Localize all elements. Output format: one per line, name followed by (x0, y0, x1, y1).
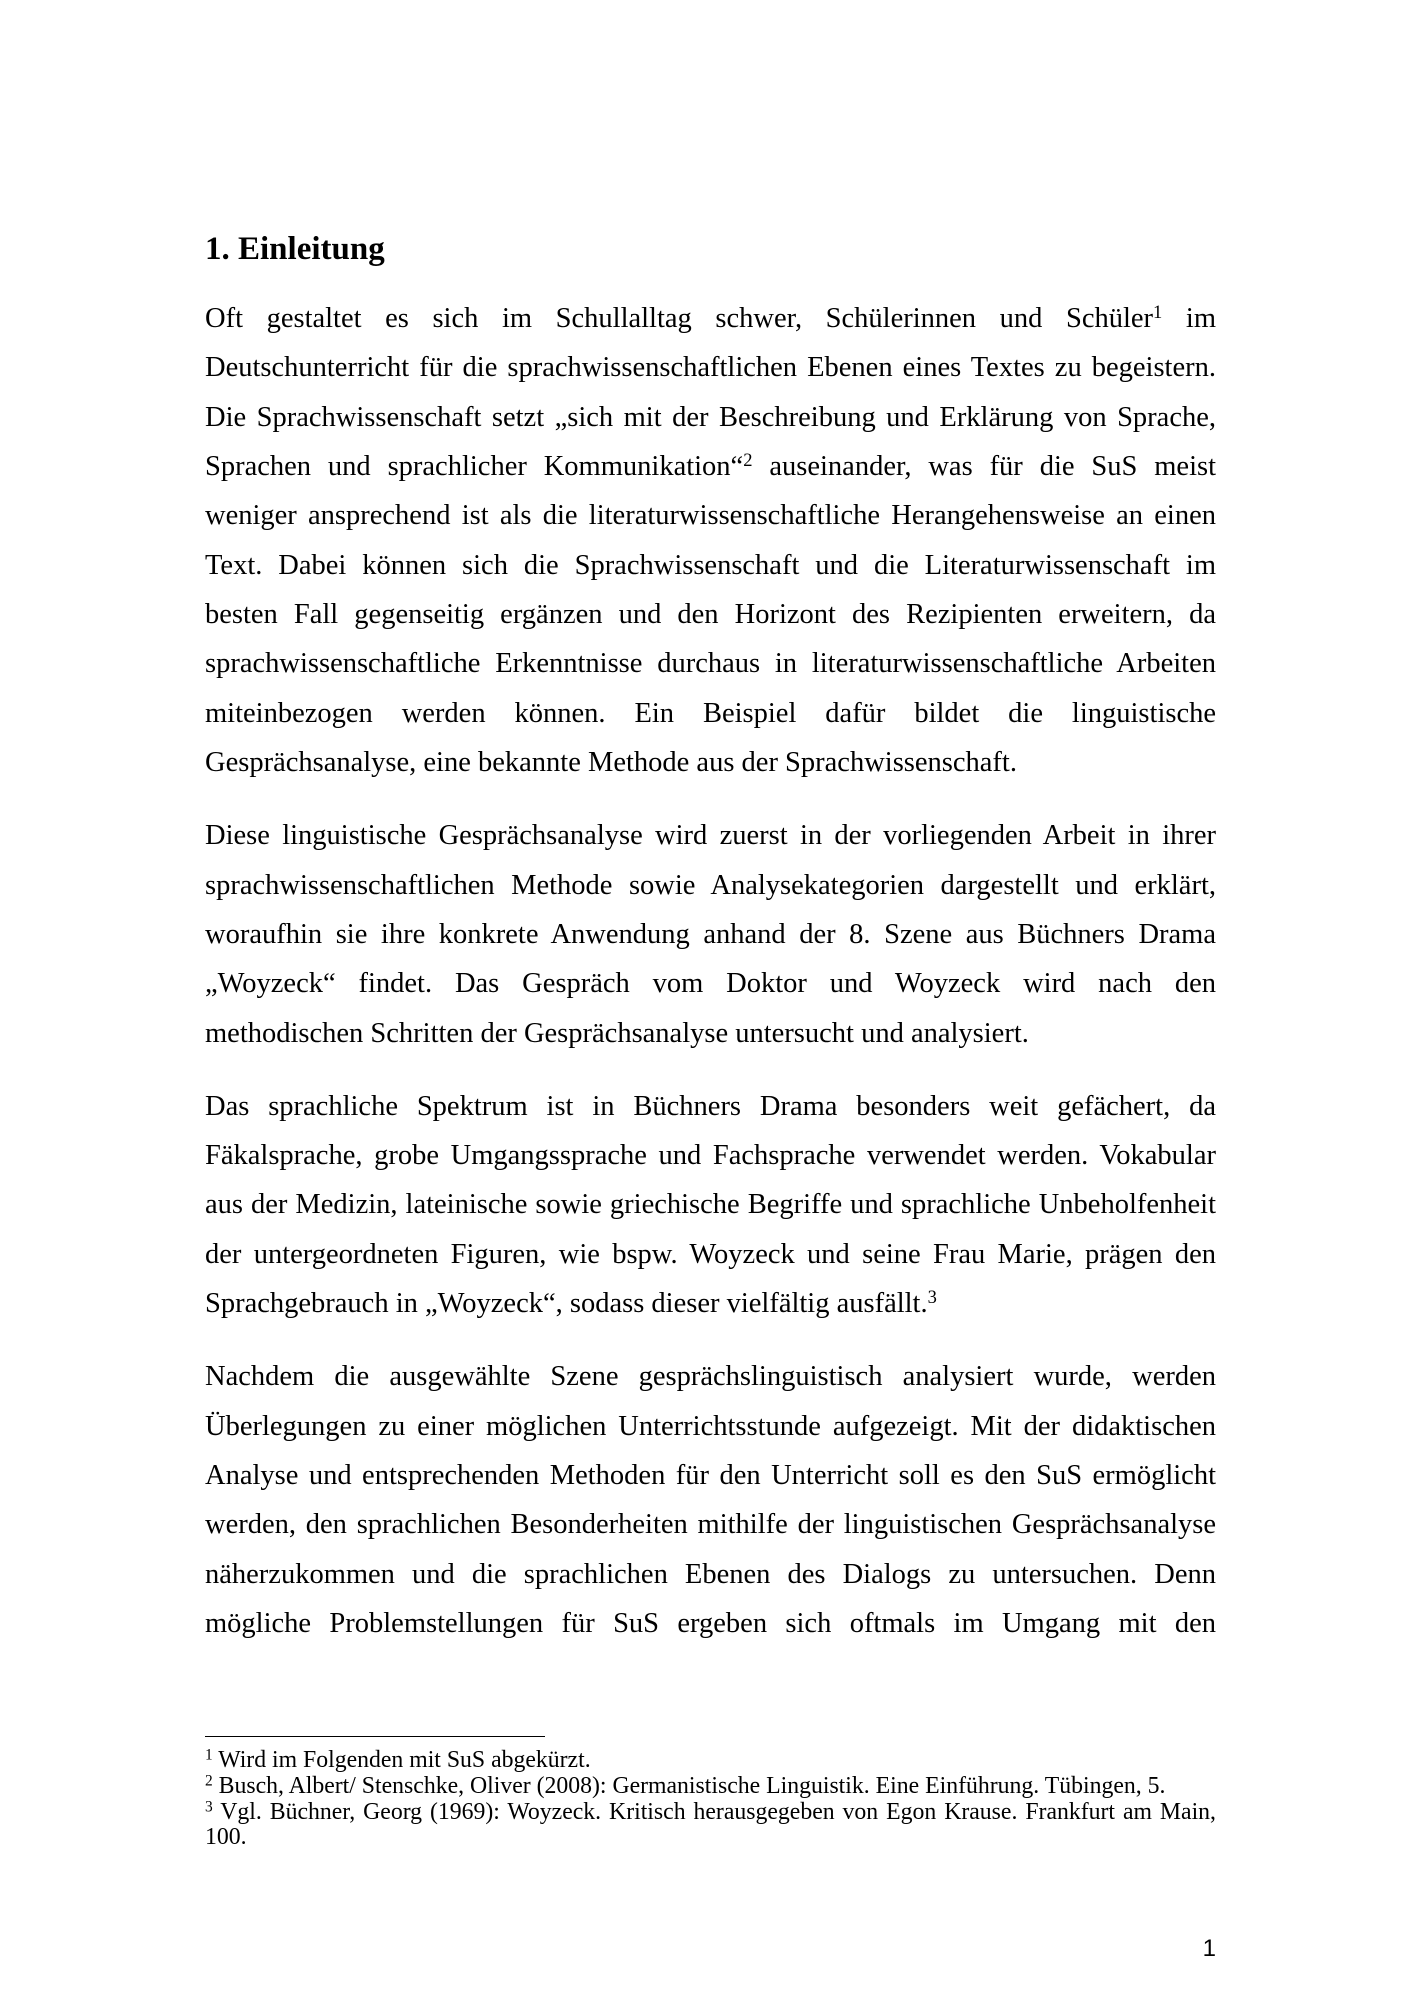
paragraph-3 (205, 1082, 1216, 1329)
footnote-mark: 2 (205, 1772, 213, 1790)
body-line: Diese linguistische Gesprächsanalyse wird zuerst in der vorliegenden Arbeit in ihrer (205, 820, 1216, 852)
body-line: Überlegungen zu einer möglichen Unterrichtsstunde aufgezeigt. Mit der didaktischen (205, 1410, 1216, 1442)
body-line: woraufhin sie ihre konkrete Anwendung anhand der 8. Szene aus Büchners Drama (205, 918, 1216, 950)
body-line: methodischen Schritten der Gesprächsanalyse untersucht und analysiert. (205, 1017, 1029, 1049)
body-line: sprachwissenschaftliche Erkenntnisse durchaus in literaturwissenschaftliche Arbeiten (205, 648, 1216, 680)
footnotes (205, 1748, 1216, 1851)
body-line-text: im (1185, 303, 1216, 334)
footnote-mark: 1 (205, 1746, 213, 1764)
body-line: Text. Dabei können sich die Sprachwissenschaft und die Literaturwissenschaft im (205, 549, 1216, 581)
body-line: Analyse und entsprechenden Methoden für den Unterricht soll es den SuS ermöglicht (205, 1459, 1216, 1491)
paragraph-2 (205, 811, 1216, 1058)
footnote-mark: 3 (205, 1797, 213, 1815)
body-line (205, 294, 1216, 343)
body-line: weniger ansprechend ist als die literaturwissenschaftliche Herangehensweise an einen (205, 500, 1216, 532)
body-line: Das sprachliche Spektrum ist in Büchners Drama besonders weit gefächert, da (205, 1090, 1216, 1122)
body-line (205, 1279, 1216, 1328)
body-line: miteinbezogen werden können. Ein Beispiel dafür bildet die linguistische (205, 697, 1216, 729)
footnote-reference: 2 (743, 449, 753, 471)
footnote-reference: 3 (927, 1286, 937, 1308)
body-line: sprachwissenschaftlichen Methode sowie Analysekategorien dargestellt und erklärt, (205, 869, 1216, 901)
body-line: der untergeordneten Figuren, wie bspw. Woyzeck und seine Frau Marie, prägen den (205, 1238, 1216, 1270)
body-line: besten Fall gegenseitig ergänzen und den Horizont des Rezipienten erweitern, da (205, 599, 1216, 631)
body-line: Fäkalsprache, grobe Umgangssprache und Fachsprache verwendet werden. Vokabular (205, 1140, 1216, 1172)
body-line: „Woyzeck“ findet. Das Gespräch vom Doktor und Woyzeck wird nach den (205, 968, 1216, 1000)
footnote (205, 1797, 1216, 1826)
section-heading: 1. Einleitung (205, 231, 385, 267)
body-line (205, 442, 1216, 491)
body-line: Gesprächsanalyse, eine bekannte Methode aus der Sprachwissenschaft. (205, 747, 1017, 779)
body-line: näherzukommen und die sprachlichen Ebenen des Dialogs zu untersuchen. Denn (205, 1558, 1216, 1590)
body-line-text: auseinander, was für die SuS meist (769, 451, 1216, 483)
body-line: aus der Medizin, lateinische sowie griechische Begriffe und sprachliche Unbeholfenheit (205, 1189, 1216, 1221)
footnote-text: Vgl. Büchner, Georg (1969): Woyzeck. Kritisch herausgegeben von Egon Krause. Frankfurt am Main, (220, 1798, 1216, 1825)
body-line-text: Oft gestaltet es sich im Schullalltag schwer, Schülerinnen und Schüler (205, 303, 1154, 334)
body-line: werden, den sprachlichen Besonderheiten mithilfe der linguistischen Gesprächsanalyse (205, 1509, 1216, 1541)
footnote-reference: 1 (1153, 301, 1163, 323)
body-line: mögliche Problemstellungen für SuS ergeben sich oftmals im Umgang mit den (205, 1607, 1216, 1639)
paragraph-1 (205, 294, 1216, 787)
body-line: Deutschunterricht für die sprachwissenschaftlichen Ebenen eines Textes zu begeistern. (205, 352, 1216, 384)
footnote-text: Busch, Albert/ Stenschke, Oliver (2008): Germanistische Linguistik. Eine Einführung. Tübingen, 5. (218, 1772, 1166, 1799)
footnote-continuation: 100. (205, 1824, 247, 1851)
body-line-text: Sprachgebrauch in „Woyzeck“, sodass dieser vielfältig ausfällt. (205, 1288, 928, 1320)
paragraph-4 (205, 1352, 1216, 1648)
footnote (205, 1748, 1216, 1774)
body-text (205, 294, 1216, 1672)
page-number: 1 (1202, 1935, 1216, 1962)
body-line: Die Sprachwissenschaft setzt „sich mit der Beschreibung und Erklärung von Sprache, (205, 401, 1216, 433)
footnote (205, 1774, 1216, 1800)
footnote-separator (205, 1736, 545, 1737)
body-line-text: Sprachen und sprachlicher Kommunikation“ (205, 451, 744, 483)
footnote-text: Wird im Folgenden mit SuS abgekürzt. (218, 1747, 591, 1773)
body-line: Nachdem die ausgewählte Szene gesprächslinguistisch analysiert wurde, werden (205, 1361, 1216, 1393)
